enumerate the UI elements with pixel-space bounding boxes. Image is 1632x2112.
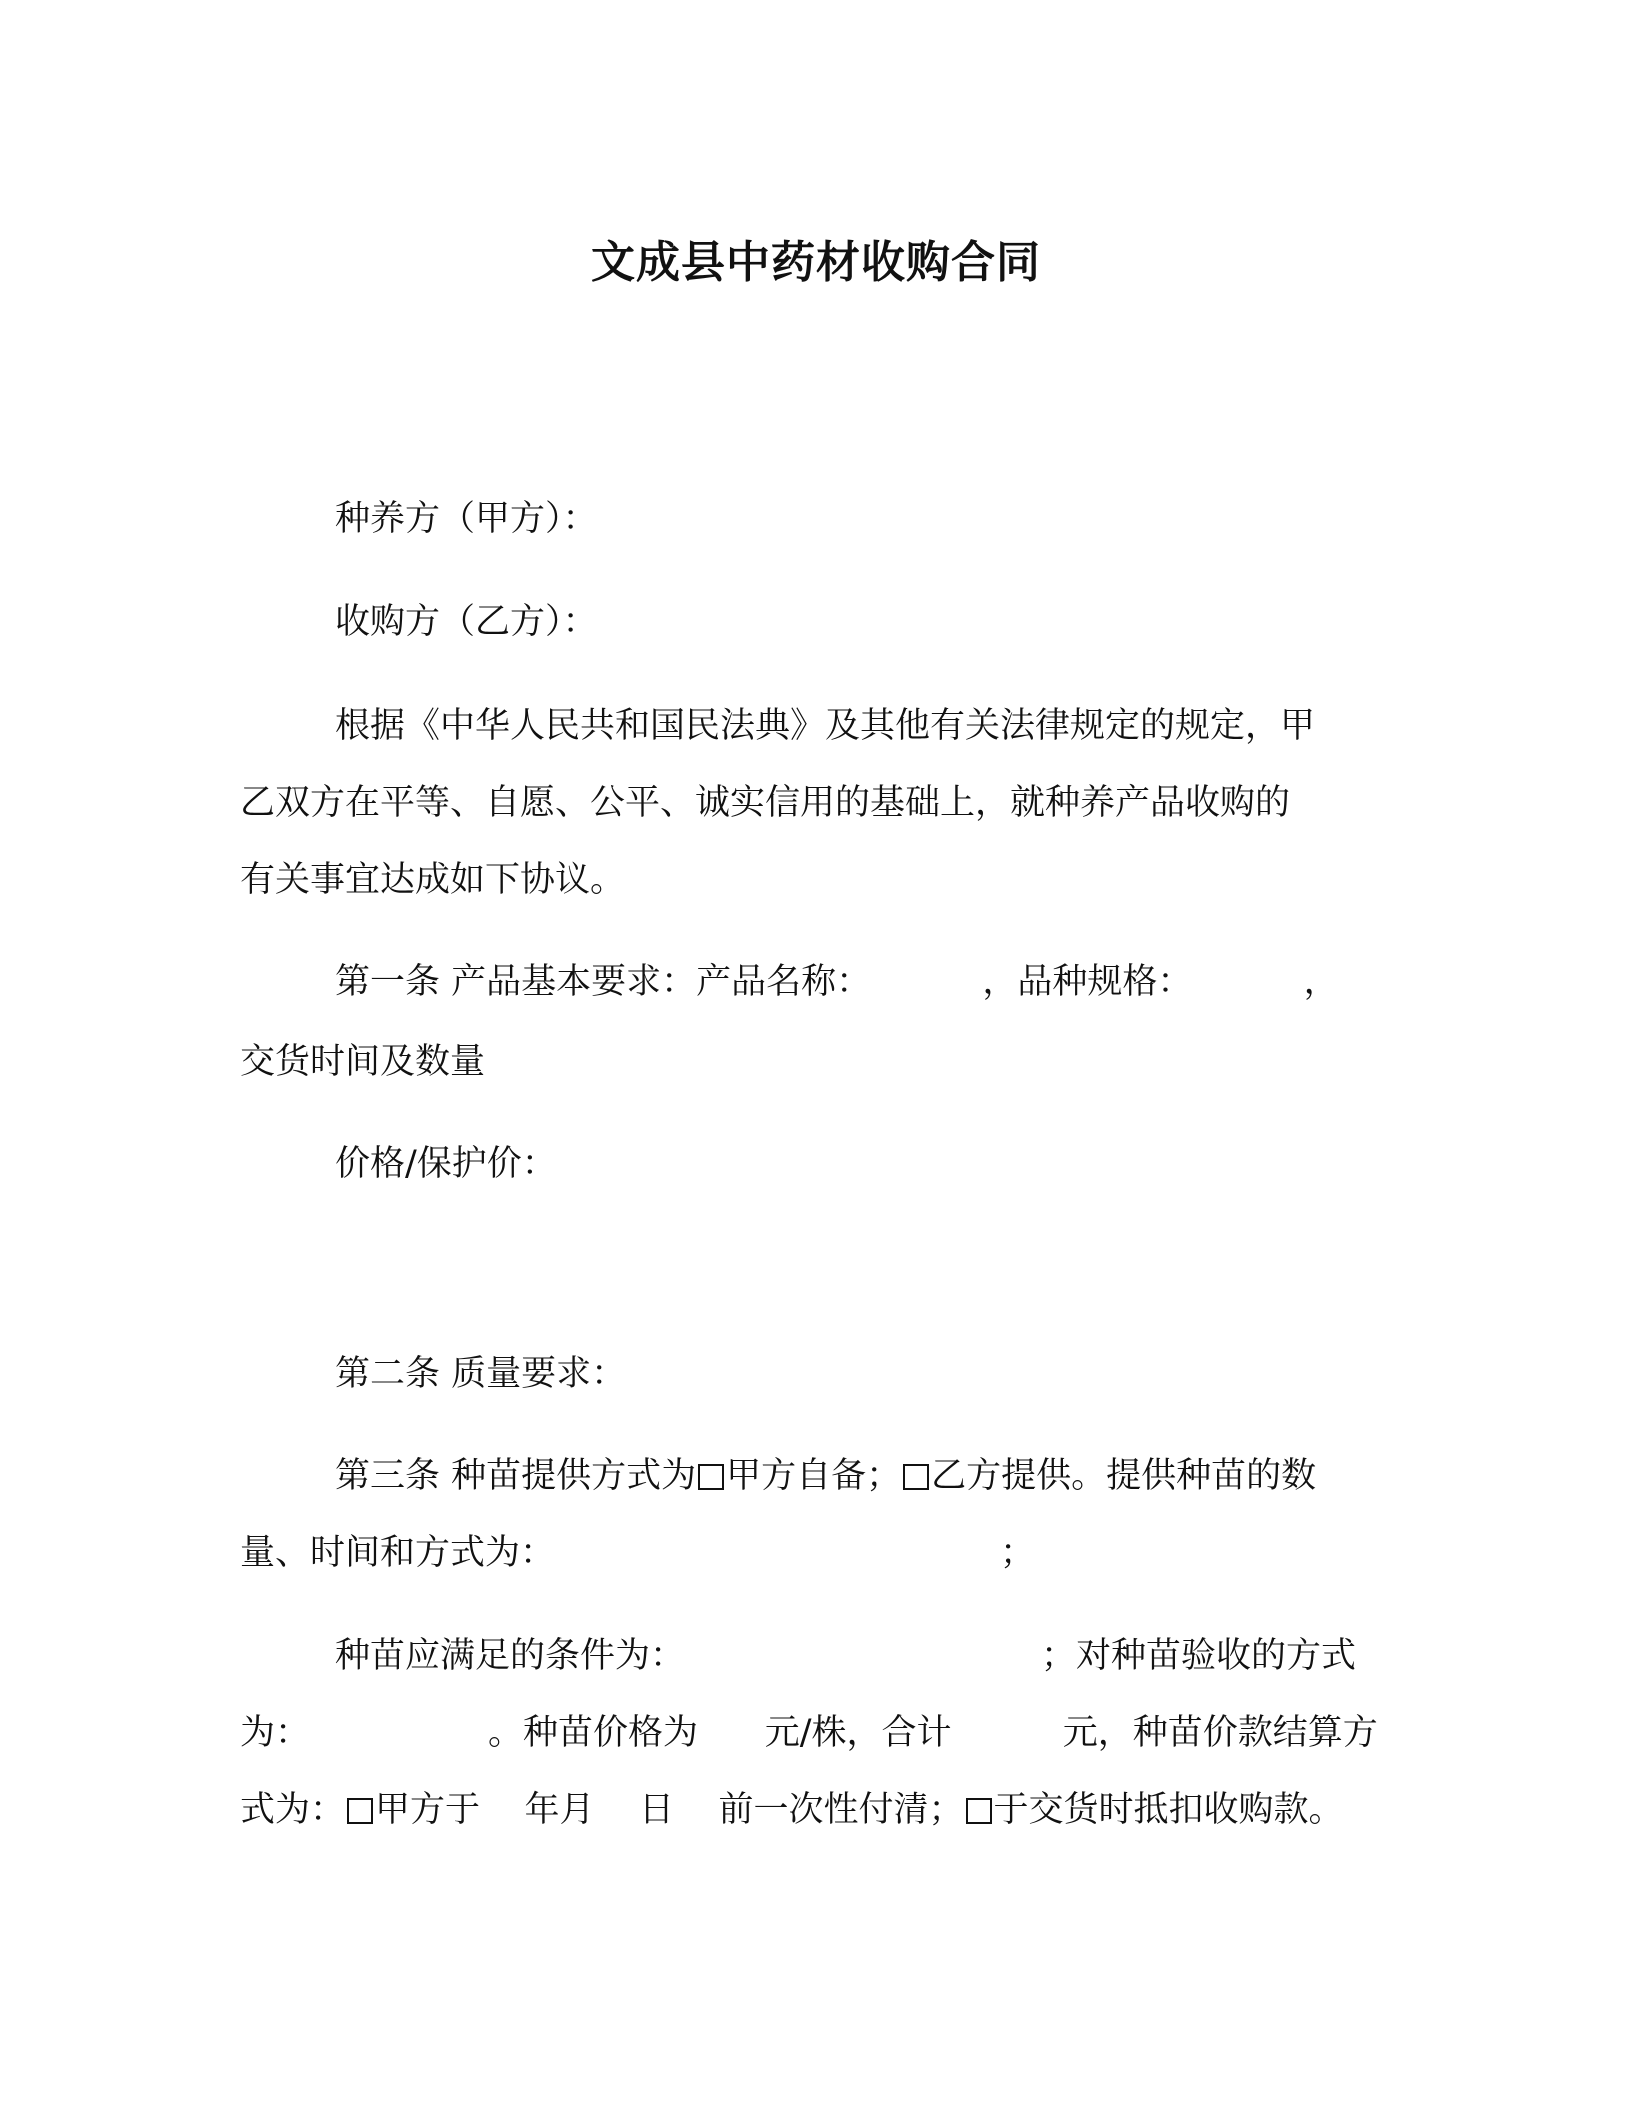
article3-line-5-text-a: 式为： xyxy=(240,1790,346,1830)
party-b-label: 收购方（乙方）： xyxy=(335,602,598,642)
article3-line-1-text-c: 乙方提供。提供种苗的数 xyxy=(931,1456,1317,1496)
article3-line-2: 量、时间和方式为： ； xyxy=(240,1533,1036,1573)
checkbox-deduct-on-delivery[interactable] xyxy=(966,1798,992,1824)
page-title: 文成县中药材收购合同 xyxy=(591,237,1041,288)
article3-line-4: 为： 。种苗价格为 元/株，合计 元，种苗价款结算方 xyxy=(240,1713,1378,1753)
price-label: 价格/保护价： xyxy=(335,1144,557,1184)
article1-line-2: 交货时间及数量 xyxy=(240,1042,486,1082)
party-a-label: 种养方（甲方）： xyxy=(335,499,598,539)
article3-line-1 xyxy=(335,1454,1316,1498)
preamble-line-1: 根据《中华人民共和国民法典》及其他有关法律规定的规定，甲 xyxy=(335,706,1316,746)
article3-line-5 xyxy=(240,1788,1344,1832)
checkbox-lump-sum-payment[interactable] xyxy=(347,1798,373,1824)
article3-line-1-text-b: 甲方自备； xyxy=(726,1456,902,1496)
preamble-line-3: 有关事宜达成如下协议。 xyxy=(240,860,626,900)
article3-line-3: 种苗应满足的条件为： ；对种苗验收的方式 xyxy=(335,1636,1357,1676)
article1-line-1: 第一条 产品基本要求：产品名称： ，品种规格： ， xyxy=(335,962,1339,1002)
article3-line-5-text-c: 于交货时抵扣收购款。 xyxy=(993,1790,1344,1830)
checkbox-party-a-self[interactable] xyxy=(698,1464,724,1490)
article3-line-5-text-b: 甲方于 年月 日 前一次性付清； xyxy=(375,1790,964,1830)
preamble-line-2: 乙双方在平等、自愿、公平、诚实信用的基础上，就种养产品收购的 xyxy=(240,783,1291,823)
article2-label: 第二条 质量要求： xyxy=(335,1354,627,1394)
checkbox-party-b-provide[interactable] xyxy=(903,1464,929,1490)
article3-line-1-text-a: 第三条 种苗提供方式为 xyxy=(335,1456,697,1496)
